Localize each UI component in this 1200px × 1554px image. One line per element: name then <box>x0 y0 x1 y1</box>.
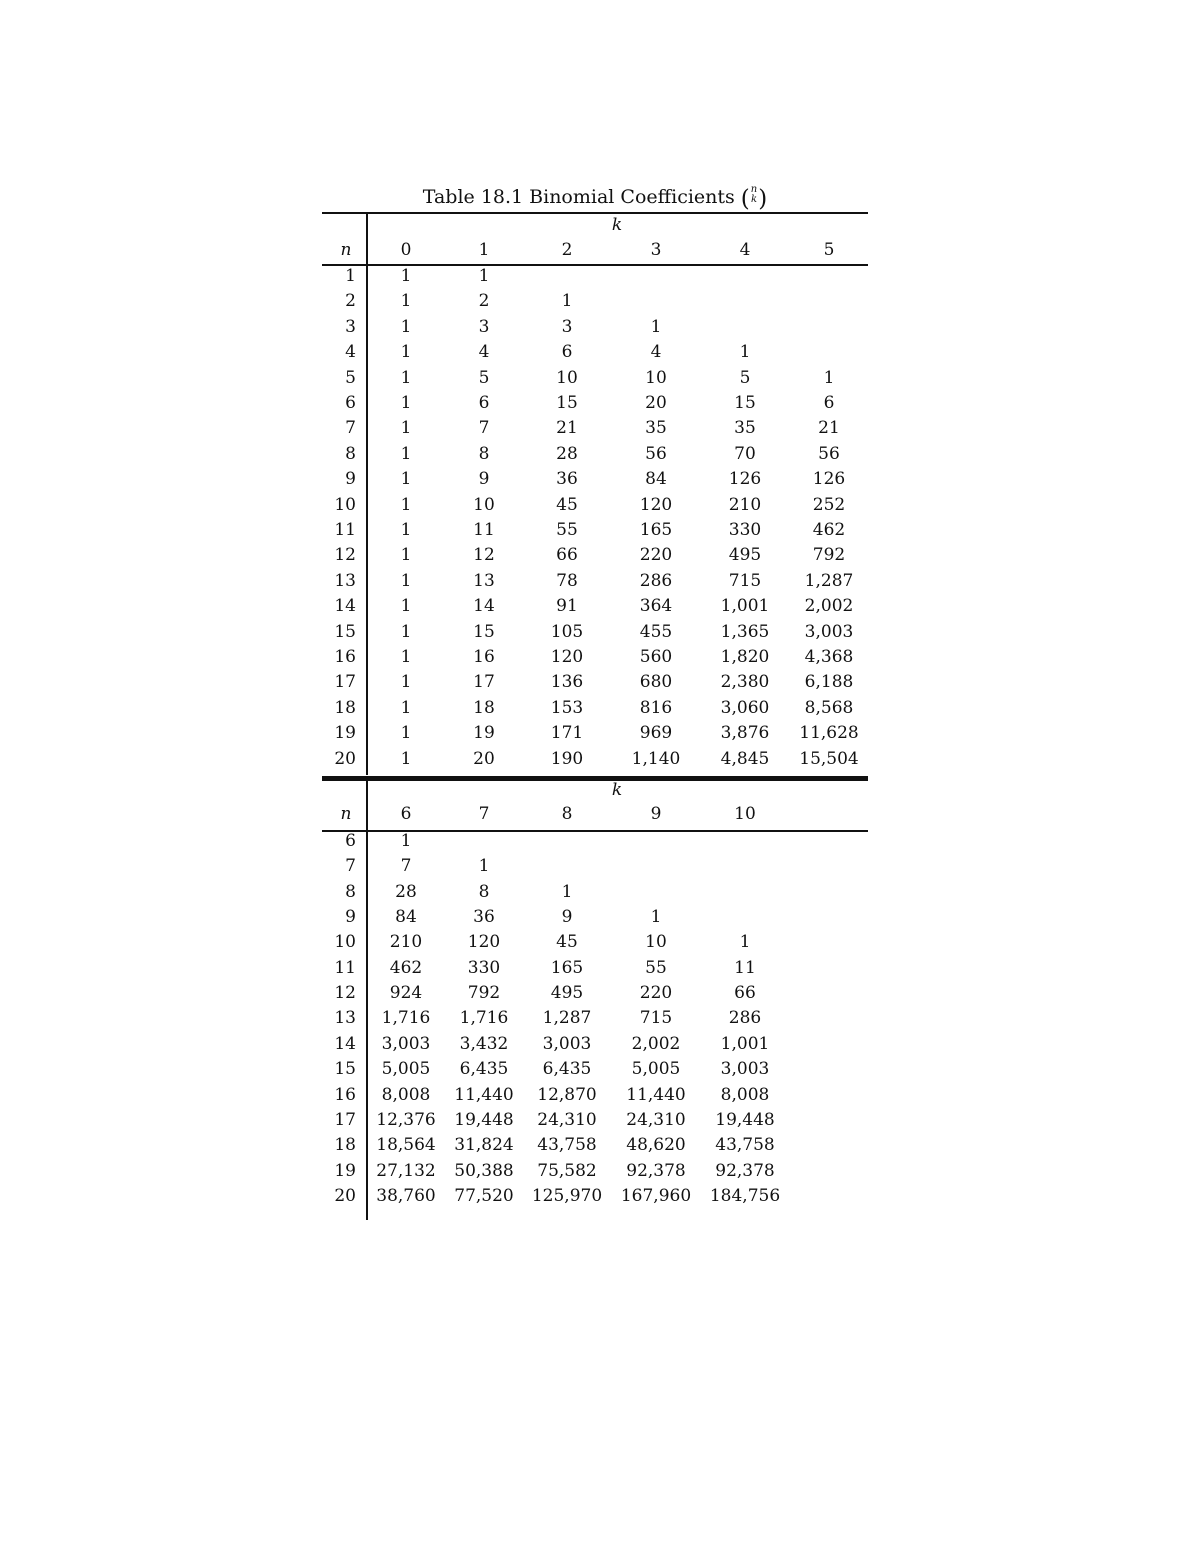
column-header: 8 <box>561 804 573 824</box>
table-cell: 1,140 <box>631 748 681 769</box>
table-cell: 680 <box>639 672 673 693</box>
table-title-text: Table 18.1 Binomial Coefficients <box>422 186 735 208</box>
table-cell: 6 <box>561 342 573 363</box>
table-cell: 1,716 <box>381 1008 431 1029</box>
table-cell: 6,188 <box>804 672 854 693</box>
row-n-value: 13 <box>334 1008 356 1029</box>
table-cell: 1,001 <box>720 1033 770 1054</box>
row-n-value: 6 <box>345 831 356 851</box>
table-cell: 1 <box>739 932 751 953</box>
table-cell: 126 <box>728 469 762 490</box>
table-cell: 1,287 <box>804 570 854 591</box>
table-cell: 6 <box>478 393 490 413</box>
k-axis-label: k <box>611 780 623 800</box>
table-cell: 66 <box>556 545 578 566</box>
n-axis-label: n <box>340 804 352 824</box>
table-cell: 50,388 <box>454 1160 514 1181</box>
table-cell: 91 <box>556 596 578 617</box>
table-cell: 165 <box>639 520 673 540</box>
column-header: 4 <box>739 240 751 260</box>
column-header: 7 <box>478 804 490 824</box>
row-n-value: 13 <box>334 570 356 591</box>
table-cell: 2 <box>478 291 490 312</box>
table-cell: 4 <box>650 342 662 363</box>
table-cell: 120 <box>550 647 584 667</box>
column-header: 10 <box>734 804 756 824</box>
table-cell: 1 <box>400 316 412 337</box>
table-cell: 1 <box>400 723 412 744</box>
table-cell: 4,845 <box>720 748 770 769</box>
row-n-value: 18 <box>334 697 356 718</box>
table-cell: 28 <box>395 881 417 902</box>
binomial-stack <box>751 185 757 205</box>
table-cell: 286 <box>639 570 673 591</box>
table-cell: 495 <box>728 545 762 566</box>
table-cell: 2,380 <box>720 672 770 693</box>
table-cell: 4 <box>478 342 490 363</box>
table-cell: 1,001 <box>720 596 770 617</box>
table-cell: 816 <box>639 697 673 718</box>
table-cell: 1 <box>400 570 412 591</box>
table-cell: 3 <box>561 316 573 337</box>
table-cell: 18,564 <box>376 1135 436 1156</box>
table-cell: 125,970 <box>531 1185 603 1206</box>
row-n-value: 11 <box>334 957 356 978</box>
row-n-value: 16 <box>334 647 356 667</box>
table-cell: 4,368 <box>804 647 854 667</box>
table-cell: 1 <box>400 697 412 718</box>
table-cell: 15 <box>556 393 578 413</box>
table-cell: 3,003 <box>720 1059 770 1080</box>
table-cell: 924 <box>389 983 423 1004</box>
table-cell: 8,568 <box>804 697 854 718</box>
row-n-value: 6 <box>345 393 356 413</box>
row-n-value: 20 <box>334 748 356 769</box>
table-cell: 5 <box>739 367 751 388</box>
table-cell: 11,440 <box>454 1084 514 1105</box>
table-cell: 19,448 <box>715 1109 775 1130</box>
table-cell: 3,003 <box>542 1033 592 1054</box>
table-cell: 20 <box>645 393 667 413</box>
table-cell: 7 <box>400 856 412 877</box>
table-cell: 1 <box>400 291 412 312</box>
table-cell: 1 <box>739 342 751 363</box>
row-n-value: 8 <box>345 443 356 464</box>
table-cell: 220 <box>639 983 673 1004</box>
table-cell: 19 <box>473 723 495 744</box>
table-cell: 120 <box>639 494 673 515</box>
table-cell: 1 <box>478 856 490 877</box>
n-axis-label: n <box>340 240 352 260</box>
table-cell: 5,005 <box>381 1059 431 1080</box>
table-cell: 15,504 <box>799 748 859 769</box>
table-cell: 330 <box>728 520 762 540</box>
table-cell: 1 <box>400 647 412 667</box>
table-cell: 252 <box>812 494 846 515</box>
binomial-bottom: k <box>750 194 758 205</box>
row-n-value: 12 <box>334 983 356 1004</box>
row-n-value: 18 <box>334 1135 356 1156</box>
table-cell: 45 <box>556 494 578 515</box>
table-cell: 12,376 <box>376 1109 436 1130</box>
table-cell: 10 <box>645 367 667 388</box>
row-n-value: 19 <box>334 723 356 744</box>
table-title <box>322 183 868 211</box>
row-n-value: 19 <box>334 1160 356 1181</box>
table-cell: 1 <box>400 367 412 388</box>
table-cell: 24,310 <box>537 1109 597 1130</box>
table-cell: 1 <box>400 596 412 617</box>
table-cell: 18 <box>473 697 495 718</box>
table-cell: 11 <box>734 957 756 978</box>
table-cell: 5 <box>478 367 490 388</box>
table-cell: 1 <box>650 907 662 928</box>
row-n-value: 14 <box>334 596 356 617</box>
table-cell: 3,003 <box>804 621 854 642</box>
table-cell: 11,628 <box>799 723 859 744</box>
row-n-value: 11 <box>334 520 356 540</box>
table-cell: 84 <box>645 469 667 490</box>
table-cell: 1 <box>400 469 412 490</box>
table-cell: 210 <box>728 494 762 515</box>
table-cell: 10 <box>473 494 495 515</box>
table-cell: 15 <box>473 621 495 642</box>
table-cell: 35 <box>734 418 756 439</box>
table-cell: 3,003 <box>381 1033 431 1054</box>
table-cell: 1 <box>400 672 412 693</box>
table-cell: 2,002 <box>631 1033 681 1054</box>
table-cell: 560 <box>639 647 673 667</box>
table-cell: 1 <box>400 418 412 439</box>
table-cell: 13 <box>473 570 495 591</box>
table-cell: 1 <box>400 266 412 286</box>
row-n-value: 9 <box>345 907 356 928</box>
row-n-value: 8 <box>345 881 356 902</box>
table-cell: 16 <box>473 647 495 667</box>
table-cell: 792 <box>467 983 501 1004</box>
binomial-open-paren: ( <box>740 186 750 212</box>
table-cell: 6,435 <box>542 1059 592 1080</box>
table-cell: 15 <box>734 393 756 413</box>
table-cell: 12 <box>473 545 495 566</box>
row-n-value: 17 <box>334 672 356 693</box>
table-cell: 21 <box>818 418 840 439</box>
table-cell: 43,758 <box>537 1135 597 1156</box>
row-n-value: 7 <box>345 418 356 439</box>
row-n-value: 4 <box>345 342 356 363</box>
table-cell: 24,310 <box>626 1109 686 1130</box>
table-cell: 210 <box>389 932 423 953</box>
table-cell: 66 <box>734 983 756 1004</box>
table-cell: 27,132 <box>376 1160 436 1181</box>
k-axis-label: k <box>611 215 623 235</box>
row-n-value: 3 <box>345 316 356 337</box>
table-cell: 1 <box>400 342 412 363</box>
table-cell: 1,716 <box>459 1008 509 1029</box>
table-cell: 92,378 <box>626 1160 686 1181</box>
table-cell: 36 <box>473 907 495 928</box>
table-cell: 19,448 <box>454 1109 514 1130</box>
row-n-value: 16 <box>334 1084 356 1105</box>
table-cell: 84 <box>395 907 417 928</box>
table-cell: 136 <box>550 672 584 693</box>
table-cell: 1 <box>650 316 662 337</box>
table-cell: 45 <box>556 932 578 953</box>
table-cell: 6 <box>823 393 835 413</box>
table-cell: 9 <box>561 907 573 928</box>
table-cell: 105 <box>550 621 584 642</box>
table-cell: 1 <box>478 266 490 286</box>
row-n-value: 7 <box>345 856 356 877</box>
table-cell: 9 <box>478 469 490 490</box>
table-cell: 8 <box>478 443 490 464</box>
table-cell: 3,876 <box>720 723 770 744</box>
table-cell: 165 <box>550 957 584 978</box>
row-n-value: 15 <box>334 1059 356 1080</box>
table-cell: 3 <box>478 316 490 337</box>
binomial-close-paren: ) <box>758 186 768 212</box>
table-cell: 48,620 <box>626 1135 686 1156</box>
table-cell: 330 <box>467 957 501 978</box>
table-cell: 462 <box>389 957 423 978</box>
table-cell: 14 <box>473 596 495 617</box>
table-cell: 126 <box>812 469 846 490</box>
table-cell: 55 <box>556 520 578 540</box>
table-cell: 1,820 <box>720 647 770 667</box>
table-cell: 1 <box>400 443 412 464</box>
row-n-value: 2 <box>345 291 356 312</box>
table-cell: 1 <box>400 545 412 566</box>
column-header: 9 <box>650 804 662 824</box>
row-n-value: 9 <box>345 469 356 490</box>
table-cell: 31,824 <box>454 1135 514 1156</box>
column-header: 2 <box>561 240 573 260</box>
table-cell: 3,060 <box>720 697 770 718</box>
table-cell: 286 <box>728 1008 762 1029</box>
row-n-value: 10 <box>334 932 356 953</box>
table-cell: 5,005 <box>631 1059 681 1080</box>
table-cell: 8,008 <box>720 1084 770 1105</box>
table-cell: 969 <box>639 723 673 744</box>
table-cell: 364 <box>639 596 673 617</box>
table-cell: 70 <box>734 443 756 464</box>
table-cell: 77,520 <box>454 1185 514 1206</box>
table-cell: 10 <box>645 932 667 953</box>
table-cell: 8,008 <box>381 1084 431 1105</box>
column-header: 1 <box>478 240 490 260</box>
table-cell: 1 <box>400 621 412 642</box>
row-n-value: 14 <box>334 1033 356 1054</box>
table-cell: 21 <box>556 418 578 439</box>
table-cell: 1 <box>400 520 412 540</box>
table-cell: 190 <box>550 748 584 769</box>
table-cell: 792 <box>812 545 846 566</box>
table-cell: 6,435 <box>459 1059 509 1080</box>
column-header: 0 <box>400 240 412 260</box>
table-cell: 1 <box>561 881 573 902</box>
table-cell: 184,756 <box>709 1185 781 1206</box>
table-cell: 36 <box>556 469 578 490</box>
column-header: 6 <box>400 804 412 824</box>
row-n-value: 1 <box>345 266 356 286</box>
table-cell: 56 <box>645 443 667 464</box>
table-cell: 78 <box>556 570 578 591</box>
table-cell: 1,287 <box>542 1008 592 1029</box>
table-cell: 17 <box>473 672 495 693</box>
table-cell: 1 <box>400 748 412 769</box>
table-cell: 462 <box>812 520 846 540</box>
table-cell: 3,432 <box>459 1033 509 1054</box>
binomial-symbol <box>741 185 767 213</box>
table-cell: 1 <box>400 393 412 413</box>
column-header: 5 <box>823 240 835 260</box>
table-cell: 120 <box>467 932 501 953</box>
table-cell: 11 <box>473 520 495 540</box>
table-cell: 171 <box>550 723 584 744</box>
table-cell: 55 <box>645 957 667 978</box>
row-n-value: 20 <box>334 1185 356 1206</box>
row-n-value: 15 <box>334 621 356 642</box>
table-cell: 92,378 <box>715 1160 775 1181</box>
table-cell: 28 <box>556 443 578 464</box>
table-cell: 1 <box>823 367 835 388</box>
table-cell: 35 <box>645 418 667 439</box>
table-cell: 12,870 <box>537 1084 597 1105</box>
table-cell: 7 <box>478 418 490 439</box>
table-cell: 495 <box>550 983 584 1004</box>
table-cell: 8 <box>478 881 490 902</box>
table-cell: 167,960 <box>620 1185 692 1206</box>
row-n-value: 5 <box>345 367 356 388</box>
table-cell: 1,365 <box>720 621 770 642</box>
row-n-value: 12 <box>334 545 356 566</box>
table-cell: 11,440 <box>626 1084 686 1105</box>
table-cell: 715 <box>728 570 762 591</box>
row-n-value: 10 <box>334 494 356 515</box>
table-cell: 153 <box>550 697 584 718</box>
binomial-top: n <box>750 184 758 195</box>
table-cell: 1 <box>400 494 412 515</box>
table-cell: 220 <box>639 545 673 566</box>
table-cell: 10 <box>556 367 578 388</box>
table-cell: 1 <box>561 291 573 312</box>
table-cell: 1 <box>400 831 412 851</box>
column-header: 3 <box>650 240 662 260</box>
table-cell: 56 <box>818 443 840 464</box>
table-cell: 715 <box>639 1008 673 1029</box>
table-cell: 38,760 <box>376 1185 436 1206</box>
table-cell: 455 <box>639 621 673 642</box>
table-cell: 75,582 <box>537 1160 597 1181</box>
table-cell: 20 <box>473 748 495 769</box>
row-n-value: 17 <box>334 1109 356 1130</box>
table-cell: 43,758 <box>715 1135 775 1156</box>
table-cell: 2,002 <box>804 596 854 617</box>
